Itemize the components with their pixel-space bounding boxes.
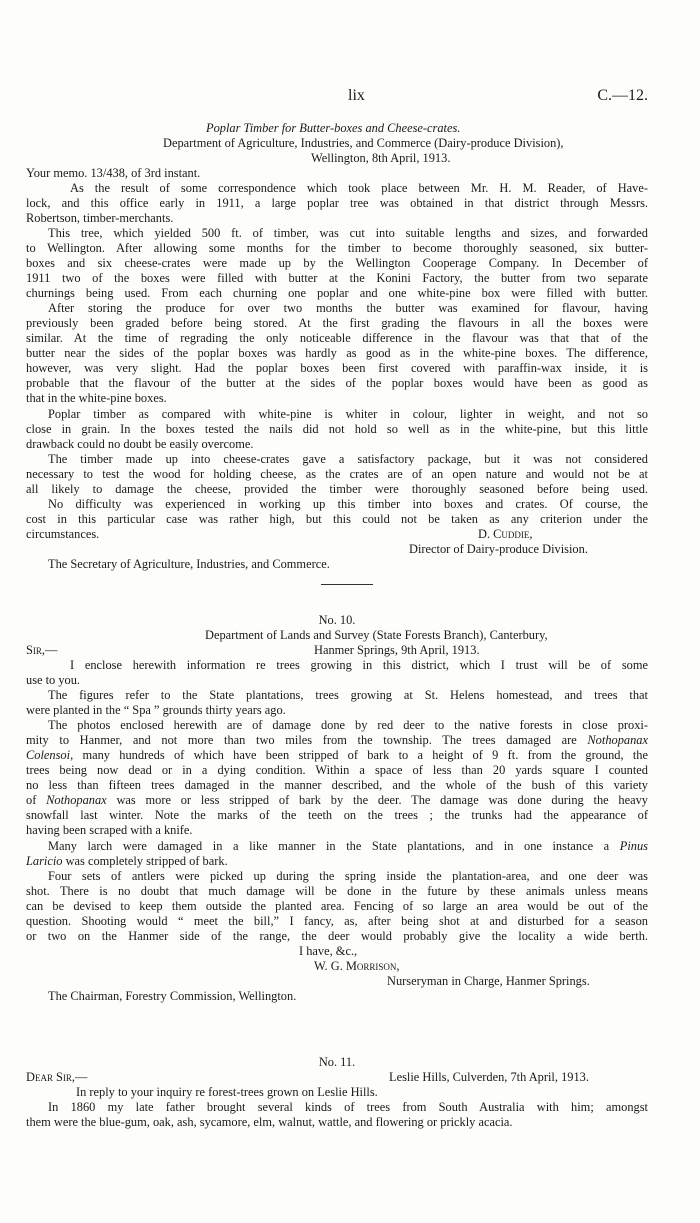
paragraph: churnings being used. From each churning one poplar and one white-pine box were filled with butter. <box>26 286 648 301</box>
species-name: Colensoi <box>26 748 71 763</box>
letter-place-date: Hanmer Springs, 9th April, 1913. <box>314 643 480 658</box>
species-name: Laricio <box>26 853 63 868</box>
signature-name: W. G. Morrison, <box>314 958 400 973</box>
letter-sender: Department of Agriculture, Industries, and Commerce (Dairy-produce Division), <box>163 136 564 151</box>
paragraph: cost in this particular case was rather high, but this could not be taken as any criterion under the <box>26 511 648 526</box>
paragraph: them were the blue-gum, oak, ash, sycamore, elm, walnut, wattle, and flowering or prickly acacia. <box>26 1115 513 1130</box>
paragraph: drawback could no doubt be easily overcome. <box>26 436 254 451</box>
paragraph <box>26 854 648 869</box>
paragraph: probable that the flavour of the butter at the sides of the poplar boxes would have been as good as <box>26 376 648 391</box>
paragraph: all likely to damage the cheese, provided the timber were thoroughly seasoned before being used. <box>26 481 648 496</box>
paragraph: boxes and six cheese-crates were made up by the Wellington Cooperage Company. In December of <box>26 256 648 271</box>
paragraph: This tree, which yielded 500 ft. of timber, was cut into suitable lengths and sizes, and forwarded <box>48 226 648 241</box>
paragraph: or two on the Hanmer side of the range, the deer would probably give the locality a wide berth. <box>26 928 648 943</box>
signature-title: Director of Dairy-produce Division. <box>409 541 588 556</box>
paragraph: As the result of some correspondence which took place between Mr. H. M. Reader, of Have- <box>70 181 648 196</box>
page-number: lix <box>348 87 365 104</box>
paragraph-end <box>26 527 648 542</box>
paragraph: The photos enclosed herewith are of damage done by red deer to the native forests in close proxi- <box>48 718 648 733</box>
paragraph: The timber made up into cheese-crates gave a satisfactory package, but it was not considered <box>48 451 648 466</box>
salutation-line <box>26 1070 648 1085</box>
paragraph: I enclose herewith information re trees growing in this district, which I trust will be of some <box>70 658 648 673</box>
paragraph: snowfall last winter. Note the marks of the teeth on the trees ; the trunks had the appearance of <box>26 808 648 823</box>
paragraph: trees being now dead or in a dying condition. Within a space of less than 20 yards square I counted <box>26 763 648 778</box>
text-run: was more or less stripped of bark by the deer. The damage was done during the heavy <box>106 793 648 808</box>
salutation-line <box>26 643 648 658</box>
paragraph <box>26 793 648 808</box>
closing: I have, &c., <box>299 943 358 958</box>
paragraph <box>26 733 648 748</box>
section-title: Poplar Timber for Butter-boxes and Cheese-crates. <box>206 121 461 135</box>
paragraph: In reply to your inquiry re forest-trees grown on Leslie Hills. <box>76 1085 378 1100</box>
species-name: Pinus <box>619 838 648 853</box>
letter-reference: Your memo. 13/438, of 3rd instant. <box>26 166 201 181</box>
document-reference: C.—12. <box>597 87 648 104</box>
species-name: Nothopanax <box>46 793 107 808</box>
paragraph: previously been graded before being stored. At the first grading the flavours in all the boxes were <box>26 316 648 331</box>
paragraph: shot. There is no doubt that much damage will be done in the future by these animals unless means <box>26 883 648 898</box>
paragraph: No difficulty was experienced in working up this timber into boxes and crates. Of course, the <box>48 496 648 511</box>
paragraph: can be devised to keep them outside the planted area. Fencing of so large an area would be out of the <box>26 898 648 913</box>
text-run: Many larch were damaged in a like manner in the State plantations, and in one instance a <box>48 838 620 853</box>
salutation: Dear Sir,— <box>26 1070 88 1085</box>
paragraph: Poplar timber as compared with white-pine is whiter in colour, lighter in weight, and not so <box>48 406 648 421</box>
paragraph: After storing the produce for over two months the butter was examined for flavour, having <box>48 301 648 316</box>
paragraph: lock, and this office early in 1911, a large poplar tree was obtained in that district through Messrs. <box>26 196 648 211</box>
paragraph <box>26 748 648 763</box>
paragraph: no less than fifteen trees damaged in the manner described, and the whole of the bush of this variety <box>26 778 648 793</box>
paragraph: butter near the sides of the poplar boxes was hardly as good as in the white-pine boxes. The difference, <box>26 346 648 361</box>
addressee: The Secretary of Agriculture, Industries, and Commerce. <box>48 556 330 571</box>
section-no-11 <box>26 1055 648 1130</box>
paragraph: similar. At the time of regrading the only noticeable difference in the flavour was that that of the <box>26 331 648 346</box>
paragraph: however, was very slight. Had the poplar boxes been first covered with paraffin-wax inside, it is <box>26 361 648 376</box>
text-run: was completely stripped of bark. <box>62 853 228 868</box>
section-number: No. 10. <box>318 613 356 627</box>
section-no-10 <box>26 613 648 1004</box>
paragraph: to Wellington. After allowing some months for the timber to become thoroughly seasoned, six butter- <box>26 241 648 256</box>
paragraph: Four sets of antlers were picked up during the spring inside the plantation-area, and one deer was <box>48 868 648 883</box>
paragraph: In 1860 my late father brought several kinds of trees from South Australia with him; amongst <box>48 1100 648 1115</box>
paragraph: The figures refer to the State plantations, trees growing at St. Helens homestead, and trees that <box>48 688 648 703</box>
paragraph: necessary to test the wood for holding cheese, as the crates are of an open nature and would not be at <box>26 466 648 481</box>
paragraph: question. Shooting would “ meet the bill,” I fancy, as, after being shot at and disturbed for a season <box>26 913 648 928</box>
paragraph: 1911 two of the boxes were filled with butter at the Konini Factory, the butter from two separate <box>26 271 648 286</box>
species-name: Nothopanax <box>587 733 648 748</box>
salutation: Sir,— <box>26 643 58 658</box>
paragraph: Robertson, timber-merchants. <box>26 211 174 226</box>
signature-name: D. Cuddie, <box>478 526 533 541</box>
paragraph: were planted in the “ Spa ” grounds thirty years ago. <box>26 703 286 718</box>
signature-title: Nurseryman in Charge, Hanmer Springs. <box>387 973 590 988</box>
page-header <box>26 88 648 108</box>
paragraph <box>26 839 648 854</box>
section-number: No. 11. <box>318 1055 356 1069</box>
letter-place-date: Wellington, 8th April, 1913. <box>311 151 451 166</box>
letter-place-date: Leslie Hills, Culverden, 7th April, 1913. <box>389 1070 589 1085</box>
letter-sender: Department of Lands and Survey (State Forests Branch), Canterbury, <box>205 628 548 643</box>
paragraph: use to you. <box>26 673 81 688</box>
text-run: of <box>26 793 47 808</box>
text-run: mity to Hanmer, and not more than two miles from the township. The trees damaged are <box>26 733 588 748</box>
paragraph: that in the white-pine boxes. <box>26 391 167 406</box>
addressee: The Chairman, Forestry Commission, Wellington. <box>48 988 297 1003</box>
section-poplar-timber <box>26 121 648 572</box>
paragraph: close in grain. In the boxes tested the nails did not hold so well as in the white-pine, but this little <box>26 421 648 436</box>
paragraph-text: circumstances. <box>26 526 100 541</box>
paragraph: having been scraped with a knife. <box>26 823 193 838</box>
text-run: , many hundreds of which have been stripped of bark to a height of 9 ft. from the ground, the <box>70 748 648 763</box>
section-divider <box>321 584 373 585</box>
